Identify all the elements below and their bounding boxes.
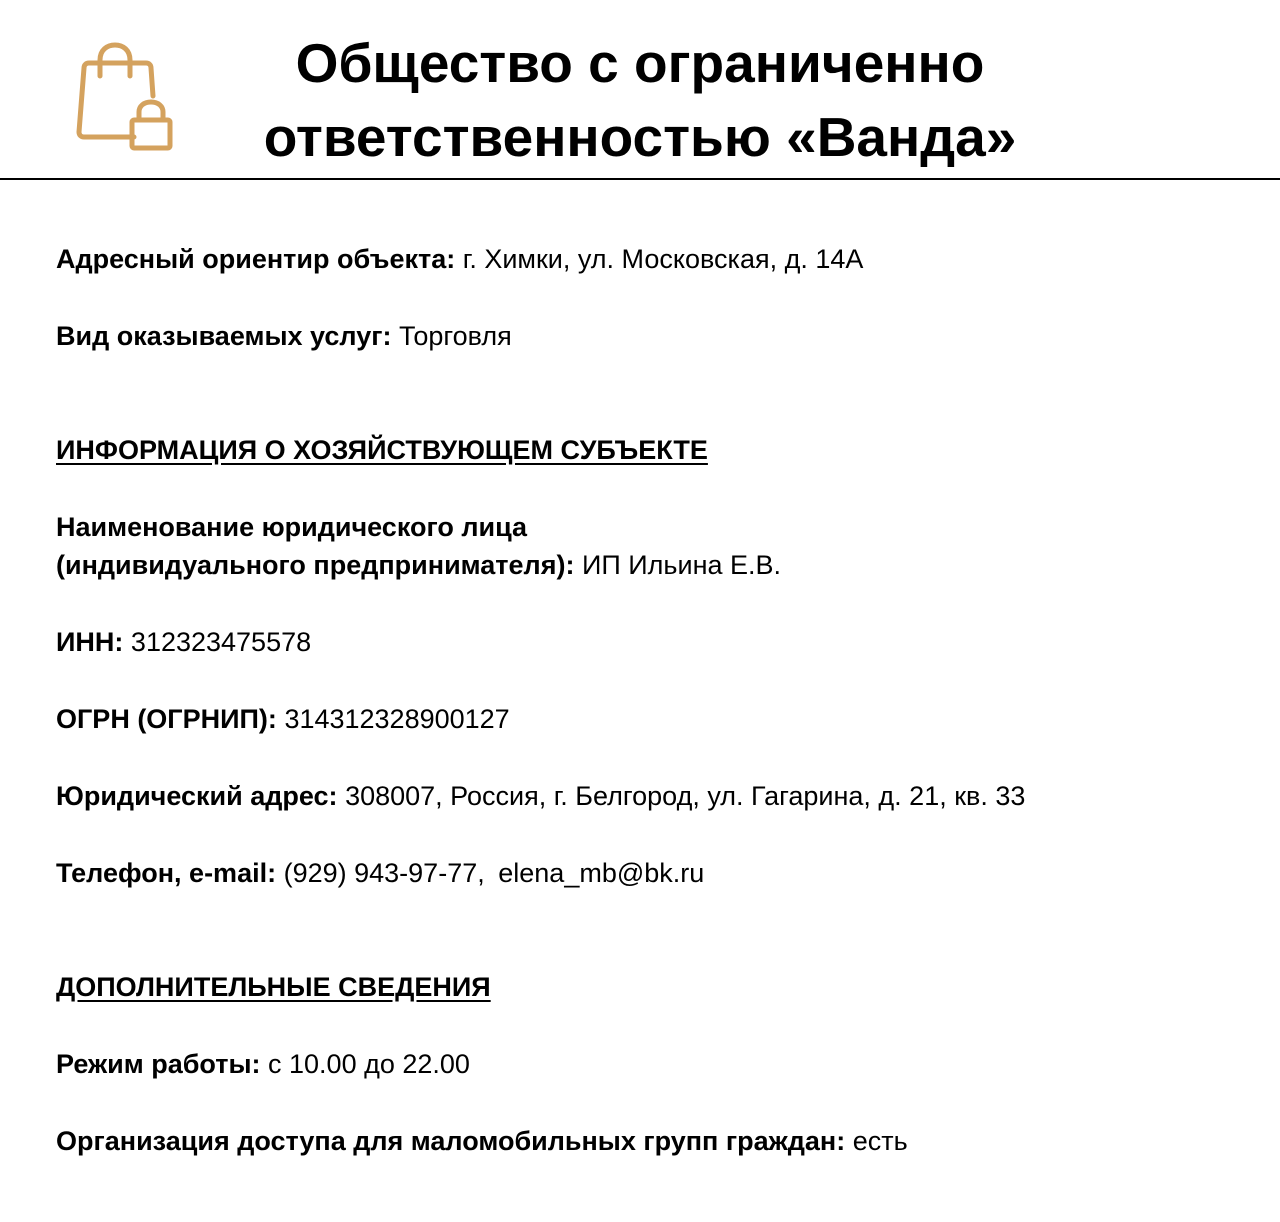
- inn-value: 312323475578: [130, 627, 312, 657]
- document-header: [0, 0, 1280, 180]
- address-label: Адресный ориентир объекта:: [56, 244, 456, 274]
- additional-section-title: ДОПОЛНИТЕЛЬНЫЕ СВЕДЕНИЯ: [56, 972, 491, 1002]
- hours-value: с 10.00 до 22.00: [268, 1049, 470, 1079]
- inn-label: ИНН:: [56, 627, 124, 657]
- hours-row: [56, 1045, 470, 1083]
- entity-name-row: [56, 546, 781, 584]
- contacts-row: [56, 854, 704, 892]
- address-value: г. Химки, ул. Московская, д. 14А: [462, 244, 864, 274]
- access-row: [56, 1122, 908, 1160]
- services-label: Вид оказываемых услуг:: [56, 321, 392, 351]
- page-title: [200, 26, 1080, 174]
- phone-value: (929) 943-97-77,: [283, 858, 485, 888]
- entity-name-value: ИП Ильина Е.В.: [581, 550, 782, 580]
- title-line-2: ответственностью «Ванда»: [263, 106, 1017, 168]
- entity-name-label-line1: [56, 508, 527, 546]
- ogrn-row: [56, 700, 510, 738]
- entity-name-label-1: Наименование юридического лица: [56, 512, 528, 542]
- hours-label: Режим работы:: [56, 1049, 261, 1079]
- access-label: Организация доступа для маломобильных групп граждан:: [56, 1126, 846, 1156]
- entity-section-title: ИНФОРМАЦИЯ О ХОЗЯЙСТВУЮЩЕМ СУБЪЕКТЕ: [56, 435, 708, 465]
- contacts-label: Телефон, e-mail:: [56, 858, 277, 888]
- legal-address-row: [56, 777, 1025, 815]
- inn-row: [56, 623, 311, 661]
- legal-address-value: 308007, Россия, г. Белгород, ул. Гагарина, д. 21, кв. 33: [345, 781, 1026, 811]
- legal-address-label: Юридический адрес:: [56, 781, 338, 811]
- shopping-bag-lock-icon: [74, 40, 178, 152]
- ogrn-label: ОГРН (ОГРНИП):: [56, 704, 277, 734]
- entity-name-label-2: (индивидуального предпринимателя):: [56, 550, 575, 580]
- address-row: [56, 240, 863, 278]
- services-row: [56, 317, 512, 355]
- services-value: Торговля: [398, 321, 512, 351]
- title-line-1: Общество с ограниченно: [295, 32, 985, 94]
- ogrn-value: 314312328900127: [284, 704, 510, 734]
- email-value: elena_mb@bk.ru: [498, 858, 705, 888]
- access-value: есть: [852, 1126, 908, 1156]
